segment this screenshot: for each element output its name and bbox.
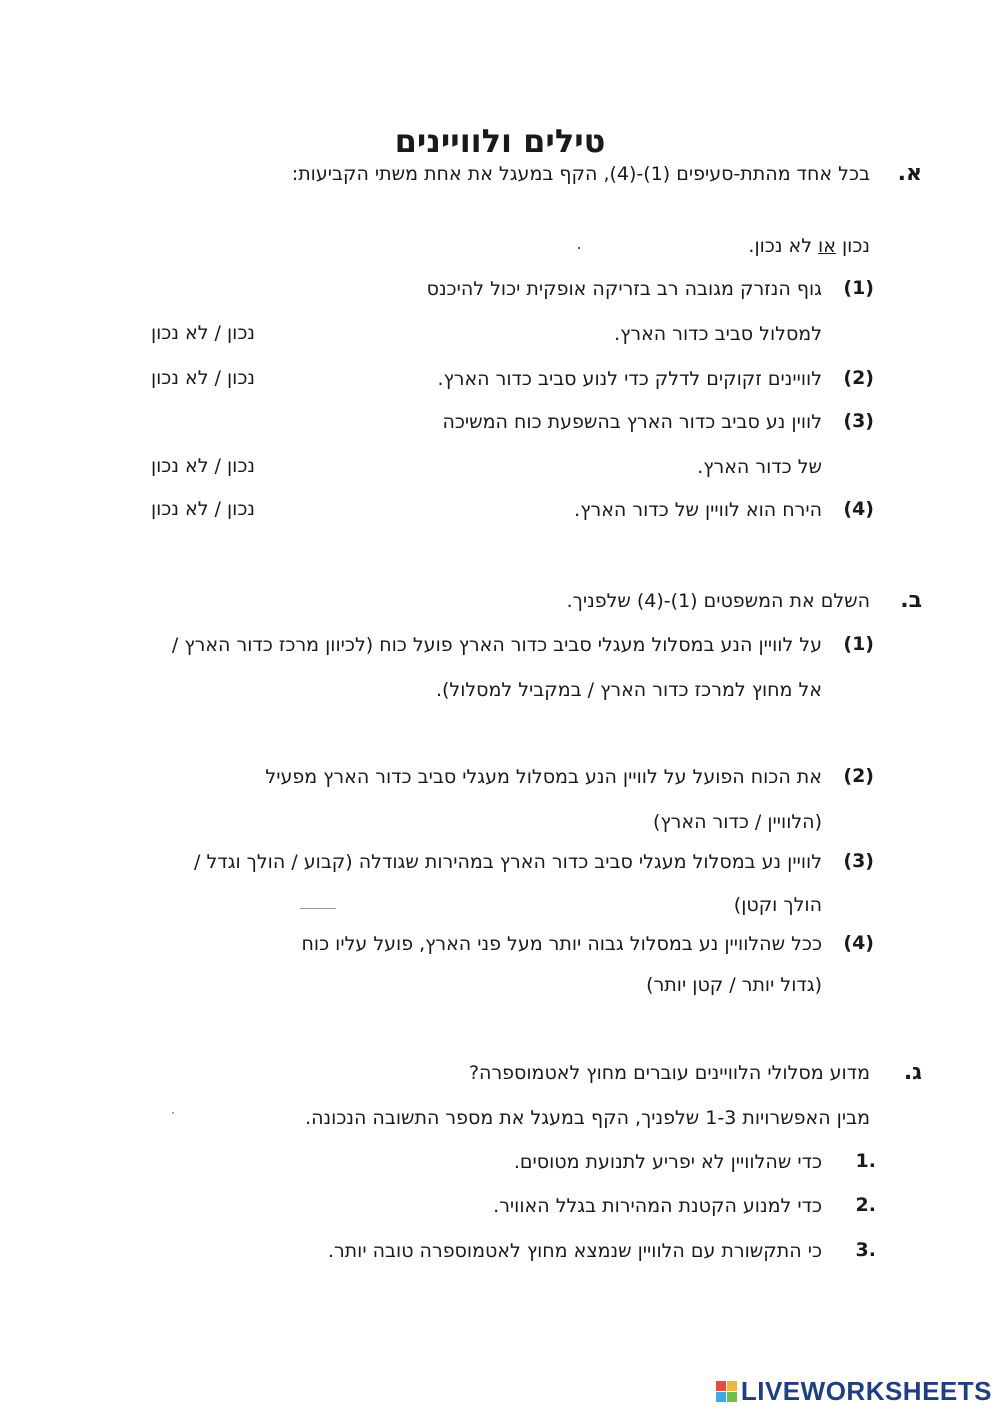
b-item-3-line2[interactable]: הולך וקטן) bbox=[733, 894, 822, 916]
section-b-letter: ב. bbox=[900, 588, 922, 613]
a-item-2-line1: לוויינים זקוקים לדלק כדי לנוע סביב כדור הארץ. bbox=[437, 368, 822, 390]
c-option-3-number[interactable]: 3. bbox=[855, 1239, 876, 1261]
stray-dot bbox=[578, 247, 580, 249]
options-true: נכון bbox=[835, 235, 870, 257]
a-item-4-answer[interactable]: נכון / לא נכון bbox=[150, 498, 255, 520]
stray-mark bbox=[172, 1112, 174, 1114]
liveworksheets-branding bbox=[716, 1376, 992, 1407]
section-c-question: מדוע מסלולי הלוויינים עוברים מחוץ לאטמוספרה? bbox=[468, 1062, 870, 1084]
a-item-4-line1: הירח הוא לוויין של כדור הארץ. bbox=[574, 499, 822, 521]
section-a-instruction: בכל אחד מהתת-סעיפים (1)-(4), הקף במעגל את אחת משתי הקביעות: bbox=[291, 163, 870, 185]
a-item-2-number: (2) bbox=[843, 367, 874, 389]
page-title: טילים ולוויינים bbox=[394, 122, 606, 160]
answer-blank-line bbox=[300, 908, 336, 909]
b-item-2-line1: את הכוח הפועל על לוויין הנע במסלול מעגלי סביב כדור הארץ מפעיל bbox=[265, 766, 822, 788]
a-item-1-number: (1) bbox=[843, 277, 874, 299]
a-item-3-line1: לווין נע סביב כדור הארץ בהשפעת כוח המשיכה bbox=[442, 411, 822, 433]
b-item-1-line1[interactable]: על לוויין הנע במסלול מעגלי סביב כדור הארץ פועל כוח (לכיוון מרכז כדור הארץ / bbox=[171, 634, 822, 656]
logo-square-blue bbox=[716, 1392, 726, 1402]
b-item-1-number: (1) bbox=[843, 633, 874, 655]
section-b-instruction: השלם את המשפטים (1)-(4) שלפניך. bbox=[566, 590, 870, 612]
b-item-4-line1: ככל שהלוויין נע במסלול גבוה יותר מעל פני הארץ, פועל עליו כוח bbox=[301, 933, 822, 955]
logo-square-green bbox=[727, 1392, 737, 1402]
b-item-4-line2[interactable]: (גדול יותר / קטן יותר) bbox=[646, 974, 822, 996]
b-item-3-line1[interactable]: לוויין נע במסלול מעגלי סביב כדור הארץ במהירות שגודלה (קבוע / הולך וגדל / bbox=[194, 851, 822, 873]
a-item-3-answer[interactable]: נכון / לא נכון bbox=[150, 455, 255, 477]
c-option-2-text: כדי למנוע הקטנת המהירות בגלל האוויר. bbox=[493, 1195, 822, 1217]
a-item-1-line2: למסלול סביב כדור הארץ. bbox=[614, 323, 822, 345]
a-item-3-line2: של כדור הארץ. bbox=[697, 456, 822, 478]
a-item-3-number: (3) bbox=[843, 410, 874, 432]
b-item-3-number: (3) bbox=[843, 850, 874, 872]
a-item-4-number: (4) bbox=[843, 498, 874, 520]
b-item-2-line2[interactable]: (הלוויין / כדור הארץ) bbox=[653, 811, 822, 833]
a-item-1-line1: גוף הנזרק מגובה רב בזריקה אופקית יכול להיכנס bbox=[426, 278, 822, 300]
options-or: או bbox=[818, 235, 836, 257]
liveworksheets-wordmark: LIVEWORKSHEETS bbox=[740, 1376, 992, 1406]
a-item-1-answer[interactable]: נכון / לא נכון bbox=[150, 322, 255, 344]
b-item-2-number: (2) bbox=[843, 765, 874, 787]
liveworksheets-logo-icon bbox=[716, 1381, 737, 1402]
options-false: לא נכון. bbox=[748, 235, 819, 257]
logo-square-red bbox=[716, 1381, 726, 1391]
c-option-3-text: כי התקשורת עם הלוויין שנמצא מחוץ לאטמוספרה טובה יותר. bbox=[327, 1240, 822, 1262]
logo-square-yellow bbox=[727, 1381, 737, 1391]
b-item-4-number: (4) bbox=[843, 932, 874, 954]
c-option-1-number[interactable]: 1. bbox=[855, 1150, 876, 1172]
c-option-1-text: כדי שהלוויין לא יפריע לתנועת מטוסים. bbox=[513, 1151, 822, 1173]
c-option-2-number[interactable]: 2. bbox=[855, 1194, 876, 1216]
section-a-letter: א. bbox=[897, 161, 922, 186]
section-c-letter: ג. bbox=[903, 1060, 922, 1085]
section-a-options-line bbox=[748, 234, 870, 258]
a-item-2-answer[interactable]: נכון / לא נכון bbox=[150, 367, 255, 389]
section-c-instruction: מבין האפשרויות 1-3 שלפניך, הקף במעגל את מספר התשובה הנכונה. bbox=[305, 1107, 870, 1129]
b-item-1-line2[interactable]: אל מחוץ למרכז כדור הארץ / במקביל למסלול). bbox=[435, 679, 822, 701]
